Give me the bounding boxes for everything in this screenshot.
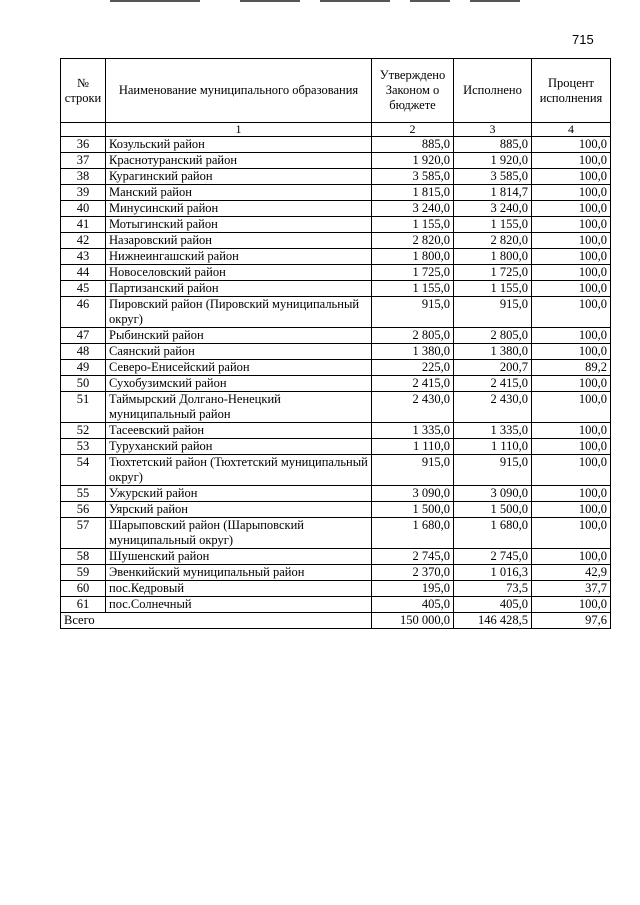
table-row (61, 455, 611, 486)
table-row (61, 392, 611, 423)
row-number: 45 (61, 281, 106, 297)
execution-percent: 100,0 (532, 392, 611, 423)
approved-amount: 1 155,0 (372, 281, 454, 297)
row-number: 43 (61, 249, 106, 265)
municipality-name: Уярский район (106, 502, 372, 518)
municipality-name: Ужурский район (106, 486, 372, 502)
execution-percent: 100,0 (532, 376, 611, 392)
executed-amount: 1 500,0 (454, 502, 532, 518)
executed-amount: 73,5 (454, 581, 532, 597)
table-row (61, 185, 611, 201)
municipality-name: Партизанский район (106, 281, 372, 297)
municipality-name: пос.Кедровый (106, 581, 372, 597)
table-row (61, 360, 611, 376)
row-number: 49 (61, 360, 106, 376)
execution-percent: 100,0 (532, 455, 611, 486)
approved-amount: 3 090,0 (372, 486, 454, 502)
table-row (61, 597, 611, 613)
approved-amount: 1 155,0 (372, 217, 454, 233)
municipality-name: Пировский район (Пировский муниципальный округ) (106, 297, 372, 328)
municipality-name: Минусинский район (106, 201, 372, 217)
municipality-name: Назаровский район (106, 233, 372, 249)
executed-amount: 405,0 (454, 597, 532, 613)
table-row (61, 169, 611, 185)
table-row (61, 281, 611, 297)
municipality-name: пос.Солнечный (106, 597, 372, 613)
row-number: 61 (61, 597, 106, 613)
execution-percent: 100,0 (532, 185, 611, 201)
executed-amount: 3 090,0 (454, 486, 532, 502)
executed-amount: 2 805,0 (454, 328, 532, 344)
executed-amount: 915,0 (454, 455, 532, 486)
municipality-name: Шарыповский район (Шарыповский муниципальный округ) (106, 518, 372, 549)
row-number: 56 (61, 502, 106, 518)
table-row (61, 217, 611, 233)
municipality-name: Сухобузимский район (106, 376, 372, 392)
approved-amount: 2 430,0 (372, 392, 454, 423)
approved-amount: 195,0 (372, 581, 454, 597)
execution-percent: 100,0 (532, 486, 611, 502)
approved-amount: 885,0 (372, 137, 454, 153)
executed-amount: 200,7 (454, 360, 532, 376)
header-row-number: № строки (61, 59, 106, 123)
page-number: 715 (572, 32, 594, 47)
executed-amount: 1 155,0 (454, 217, 532, 233)
total-label: Всего (61, 613, 372, 629)
execution-percent: 100,0 (532, 328, 611, 344)
approved-amount: 1 800,0 (372, 249, 454, 265)
row-number: 52 (61, 423, 106, 439)
approved-amount: 1 680,0 (372, 518, 454, 549)
executed-amount: 2 430,0 (454, 392, 532, 423)
total-percent: 97,6 (532, 613, 611, 629)
row-number: 58 (61, 549, 106, 565)
municipality-name: Козульский район (106, 137, 372, 153)
execution-percent: 100,0 (532, 249, 611, 265)
table-header-row (61, 59, 611, 123)
execution-percent: 37,7 (532, 581, 611, 597)
municipality-name: Туруханский район (106, 439, 372, 455)
row-number: 51 (61, 392, 106, 423)
header-executed: Исполнено (454, 59, 532, 123)
row-number: 41 (61, 217, 106, 233)
approved-amount: 2 370,0 (372, 565, 454, 581)
execution-percent: 100,0 (532, 201, 611, 217)
column-number: 2 (372, 123, 454, 137)
header-municipality-name: Наименование муниципального образования (106, 59, 372, 123)
approved-amount: 1 500,0 (372, 502, 454, 518)
row-number: 47 (61, 328, 106, 344)
municipality-name: Курагинский район (106, 169, 372, 185)
municipality-name: Северо-Енисейский район (106, 360, 372, 376)
table-row (61, 486, 611, 502)
total-approved: 150 000,0 (372, 613, 454, 629)
executed-amount: 3 240,0 (454, 201, 532, 217)
execution-percent: 100,0 (532, 439, 611, 455)
municipality-name: Мотыгинский район (106, 217, 372, 233)
row-number: 38 (61, 169, 106, 185)
approved-amount: 2 820,0 (372, 233, 454, 249)
row-number: 54 (61, 455, 106, 486)
table-row (61, 344, 611, 360)
execution-percent: 100,0 (532, 137, 611, 153)
table-row (61, 549, 611, 565)
municipality-name: Рыбинский район (106, 328, 372, 344)
row-number: 53 (61, 439, 106, 455)
execution-percent: 100,0 (532, 217, 611, 233)
executed-amount: 2 820,0 (454, 233, 532, 249)
executed-amount: 1 725,0 (454, 265, 532, 281)
approved-amount: 405,0 (372, 597, 454, 613)
column-number: 3 (454, 123, 532, 137)
row-number: 60 (61, 581, 106, 597)
municipality-name: Таймырский Долгано-Ненецкий муниципальный район (106, 392, 372, 423)
approved-amount: 915,0 (372, 455, 454, 486)
table-row (61, 376, 611, 392)
approved-amount: 3 240,0 (372, 201, 454, 217)
row-number: 36 (61, 137, 106, 153)
executed-amount: 3 585,0 (454, 169, 532, 185)
executed-amount: 1 335,0 (454, 423, 532, 439)
approved-amount: 1 920,0 (372, 153, 454, 169)
header-percent: Процент исполнения (532, 59, 611, 123)
table-row (61, 201, 611, 217)
execution-percent: 100,0 (532, 265, 611, 281)
executed-amount: 1 016,3 (454, 565, 532, 581)
table-row (61, 439, 611, 455)
table-row (61, 249, 611, 265)
executed-amount: 1 814,7 (454, 185, 532, 201)
row-number: 39 (61, 185, 106, 201)
approved-amount: 225,0 (372, 360, 454, 376)
approved-amount: 2 745,0 (372, 549, 454, 565)
executed-amount: 1 920,0 (454, 153, 532, 169)
executed-amount: 915,0 (454, 297, 532, 328)
municipality-name: Шушенский район (106, 549, 372, 565)
municipality-name: Нижнеингашский район (106, 249, 372, 265)
column-number-blank (61, 123, 106, 137)
execution-percent: 100,0 (532, 153, 611, 169)
column-number: 1 (106, 123, 372, 137)
row-number: 50 (61, 376, 106, 392)
municipality-name: Краснотуранский район (106, 153, 372, 169)
table-row (61, 518, 611, 549)
table-row (61, 153, 611, 169)
approved-amount: 1 380,0 (372, 344, 454, 360)
executed-amount: 1 680,0 (454, 518, 532, 549)
approved-amount: 3 585,0 (372, 169, 454, 185)
row-number: 57 (61, 518, 106, 549)
row-number: 48 (61, 344, 106, 360)
approved-amount: 2 415,0 (372, 376, 454, 392)
execution-percent: 100,0 (532, 297, 611, 328)
header-approved: Утверждено Законом о бюджете (372, 59, 454, 123)
execution-percent: 89,2 (532, 360, 611, 376)
approved-amount: 915,0 (372, 297, 454, 328)
table-row (61, 297, 611, 328)
table-row (61, 137, 611, 153)
execution-percent: 100,0 (532, 597, 611, 613)
execution-percent: 100,0 (532, 344, 611, 360)
execution-percent: 100,0 (532, 169, 611, 185)
executed-amount: 1 110,0 (454, 439, 532, 455)
total-executed: 146 428,5 (454, 613, 532, 629)
approved-amount: 1 335,0 (372, 423, 454, 439)
row-number: 46 (61, 297, 106, 328)
budget-execution-table (60, 58, 611, 629)
row-number: 40 (61, 201, 106, 217)
municipality-name: Саянский район (106, 344, 372, 360)
approved-amount: 1 815,0 (372, 185, 454, 201)
execution-percent: 100,0 (532, 518, 611, 549)
table-row (61, 233, 611, 249)
executed-amount: 1 155,0 (454, 281, 532, 297)
execution-percent: 100,0 (532, 233, 611, 249)
row-number: 37 (61, 153, 106, 169)
municipality-name: Эвенкийский муниципальный район (106, 565, 372, 581)
column-number: 4 (532, 123, 611, 137)
municipality-name: Новоселовский район (106, 265, 372, 281)
table-row (61, 265, 611, 281)
executed-amount: 1 800,0 (454, 249, 532, 265)
executed-amount: 2 745,0 (454, 549, 532, 565)
table-row (61, 565, 611, 581)
approved-amount: 1 110,0 (372, 439, 454, 455)
scan-artifact-marks (110, 0, 530, 4)
execution-percent: 100,0 (532, 281, 611, 297)
approved-amount: 1 725,0 (372, 265, 454, 281)
table-row (61, 423, 611, 439)
execution-percent: 100,0 (532, 502, 611, 518)
execution-percent: 100,0 (532, 549, 611, 565)
executed-amount: 1 380,0 (454, 344, 532, 360)
row-number: 44 (61, 265, 106, 281)
table-row (61, 502, 611, 518)
table-row (61, 581, 611, 597)
municipality-name: Тасеевский район (106, 423, 372, 439)
execution-percent: 42,9 (532, 565, 611, 581)
row-number: 55 (61, 486, 106, 502)
total-row (61, 613, 611, 629)
municipality-name: Тюхтетский район (Тюхтетский муниципальный округ) (106, 455, 372, 486)
municipality-name: Манский район (106, 185, 372, 201)
executed-amount: 885,0 (454, 137, 532, 153)
table-row (61, 328, 611, 344)
row-number: 42 (61, 233, 106, 249)
approved-amount: 2 805,0 (372, 328, 454, 344)
execution-percent: 100,0 (532, 423, 611, 439)
executed-amount: 2 415,0 (454, 376, 532, 392)
column-numbers-row (61, 123, 611, 137)
row-number: 59 (61, 565, 106, 581)
